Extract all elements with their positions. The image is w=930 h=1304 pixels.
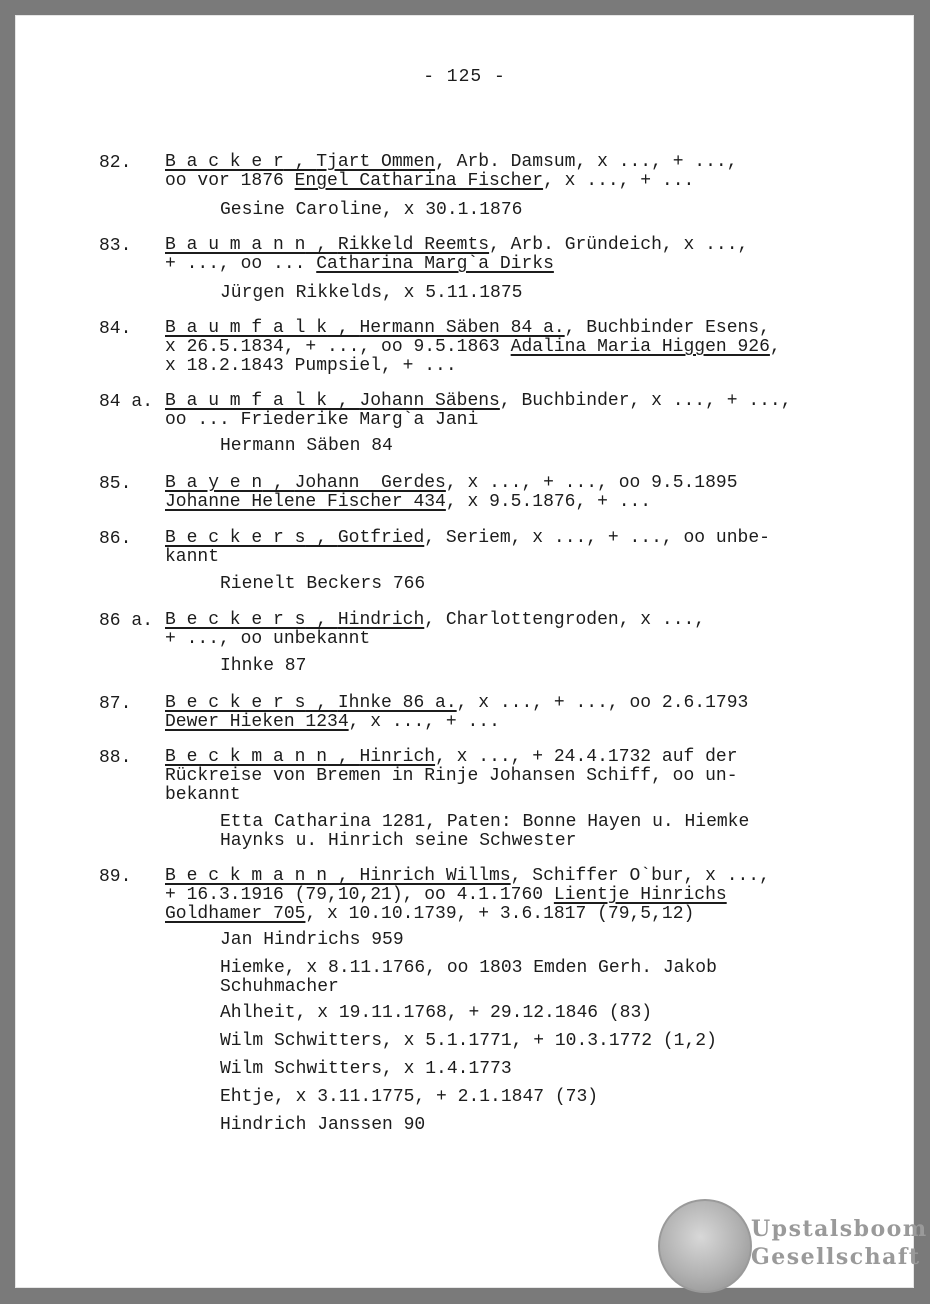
entry-line [165,255,554,274]
underlined-name: Hermann Säben 84 a. [359,318,565,338]
child-line: Wilm Schwitters, x 5.1.1771, + 10.3.1772 (1,2) [220,1031,717,1051]
entry-line [165,392,792,411]
underlined-name: Catharina Marg`a Dirks [316,254,554,274]
child-line: Hermann Säben 84 [220,436,393,456]
entry-line [165,886,727,905]
underlined-name: Lientje Hinrichs [553,885,727,905]
underlined-name: , [305,235,338,255]
underlined-name: Tjart Ommen [316,152,436,172]
entry-text: , Arb. Damsum, x ..., + ..., [435,152,738,172]
underlined-name: , [327,747,360,767]
entry-text: , Seriem, x ..., + ..., oo unbe- [424,528,770,548]
child-line: Etta Catharina 1281, Paten: Bonne Hayen u. Hiemke Haynks u. Hinrich seine Schwester [220,812,750,851]
entry-text: , x ..., + ... [348,712,500,732]
underlined-name: , [327,318,360,338]
entry-line [165,630,370,649]
child-line: Rienelt Beckers 766 [220,574,426,594]
underlined-name: , [305,528,338,548]
entry-text: + ..., oo unbekannt [165,629,371,649]
entry-text: , Buchbinder, x ..., + ..., [499,391,792,411]
entry-text: oo ... Friederike Marg`a Jani [165,410,479,430]
entry-text: , x ..., + ... [543,171,695,191]
entry-line [165,236,748,255]
child-line: Ahlheit, x 19.11.1768, + 29.12.1846 (83) [220,1003,653,1023]
entry-text: , Buchbinder Esens, [564,318,770,338]
underlined-name: B e c k m a n n [165,747,328,767]
child-line: Hiemke, x 8.11.1766, oo 1803 Emden Gerh. Jakob Schuhmacher [220,958,717,997]
entry-number: 89. [99,867,132,887]
logo-line-1: Upstalsboom [751,1216,928,1242]
entry-number: 86. [99,529,132,549]
entry-text: , Arb. Gründeich, x ..., [489,235,749,255]
underlined-name: , [283,152,317,172]
entry-text: x 26.5.1834, + ..., oo 9.5.1863 [165,337,511,357]
entry-line [165,153,738,172]
logo-line-2: Gesellschaft [751,1244,921,1270]
child-line: Jan Hindrichs 959 [220,930,404,950]
entry-text: , x ..., + ..., oo 9.5.1895 [445,473,738,493]
child-line: Wilm Schwitters, x 1.4.1773 [220,1059,512,1079]
entry-line [165,338,781,357]
underlined-name: , [327,391,360,411]
entry-line [165,357,457,376]
underlined-name: Ihnke 86 a. [337,693,457,713]
entry-text: oo vor 1876 [165,171,295,191]
underlined-name: B a u m f a l k [165,391,328,411]
document-page [15,15,928,1288]
entry-number: 88. [99,748,132,768]
underlined-name: Johann Säbens [359,391,500,411]
entry-number: 83. [99,236,132,256]
society-seal-logo [658,1199,752,1293]
society-logo-text [751,1215,928,1271]
child-line: Ehtje, x 3.11.1775, + 2.1.1847 (73) [220,1087,599,1107]
underlined-name: Hindrich [337,610,425,630]
entry-text: bekannt [165,785,241,805]
entry-line [165,319,770,338]
entry-line [165,172,694,191]
underlined-name: Gotfried [337,528,425,548]
underlined-name: Johann Gerdes [294,473,446,493]
underlined-name: B a y e n [165,473,263,493]
child-line: Gesine Caroline, x 30.1.1876 [220,200,523,220]
underlined-name: Rikkeld Reemts [337,235,490,255]
child-line: Jürgen Rikkelds, x 5.11.1875 [220,283,523,303]
entry-text: x 18.2.1843 Pumpsiel, + ... [165,356,457,376]
entry-number: 86 a. [99,611,154,631]
entry-text: kannt [165,547,220,567]
underlined-name: B e c k e r s [165,610,306,630]
underlined-name: B e c k e r s [165,693,306,713]
entry-text: , x ..., + 24.4.1732 auf der [435,747,738,767]
entry-text: , Charlottengroden, x ..., [424,610,706,630]
entry-text: + 16.3.1916 (79,10,21), oo 4.1.1760 [165,885,554,905]
underlined-name: , [305,610,338,630]
underlined-name: Dewer Hieken 1234 [165,712,349,732]
underlined-name: B e c k m a n n [165,866,328,886]
entry-number: 85. [99,474,132,494]
underlined-name: , [305,693,338,713]
underlined-name: Johanne Helene Fischer 434 [165,492,446,512]
entry-text: , x 9.5.1876, + ... [445,492,652,512]
underlined-name: Hinrich [359,747,436,767]
underlined-name: , [262,473,295,493]
underlined-name: Hinrich Willms [359,866,511,886]
underlined-name: Engel Catharina Fischer [294,171,544,191]
entry-text: , x ..., + ..., oo 2.6.1793 [456,693,749,713]
underlined-name: Goldhamer 705 [165,904,306,924]
entry-text: , x 10.10.1739, + 3.6.1817 (79,5,12) [305,904,695,924]
underlined-name: B e c k e r s [165,528,306,548]
entry-line [165,529,770,548]
underlined-name: B a c k e r [165,152,284,172]
entry-text: Rückreise von Bremen in Rinje Johansen Schiff, oo un- [165,766,738,786]
entry-line [165,474,738,493]
entry-number: 87. [99,694,132,714]
entry-line [165,411,478,430]
underlined-name: Adalina Maria Higgen 926 [510,337,770,357]
entry-line [165,786,241,805]
underlined-name: , [327,866,360,886]
entry-line [165,611,705,630]
entry-text: , [769,337,781,357]
entry-line [165,905,694,924]
entry-line [165,548,219,567]
entry-line [165,767,738,786]
entry-line [165,867,770,886]
page-number: - 125 - [423,67,506,87]
entry-text: + ..., oo ... [165,254,317,274]
entry-number: 84. [99,319,132,339]
entry-line [165,748,738,767]
entry-number: 82. [99,153,132,173]
underlined-name: B a u m f a l k [165,318,328,338]
child-line: Ihnke 87 [220,656,307,676]
underlined-name: B a u m a n n [165,235,306,255]
entry-line [165,713,500,732]
entry-line [165,694,748,713]
entry-number: 84 a. [99,392,154,412]
child-line: Hindrich Janssen 90 [220,1115,426,1135]
entry-line [165,493,651,512]
entry-text: , Schiffer O`bur, x ..., [510,866,770,886]
